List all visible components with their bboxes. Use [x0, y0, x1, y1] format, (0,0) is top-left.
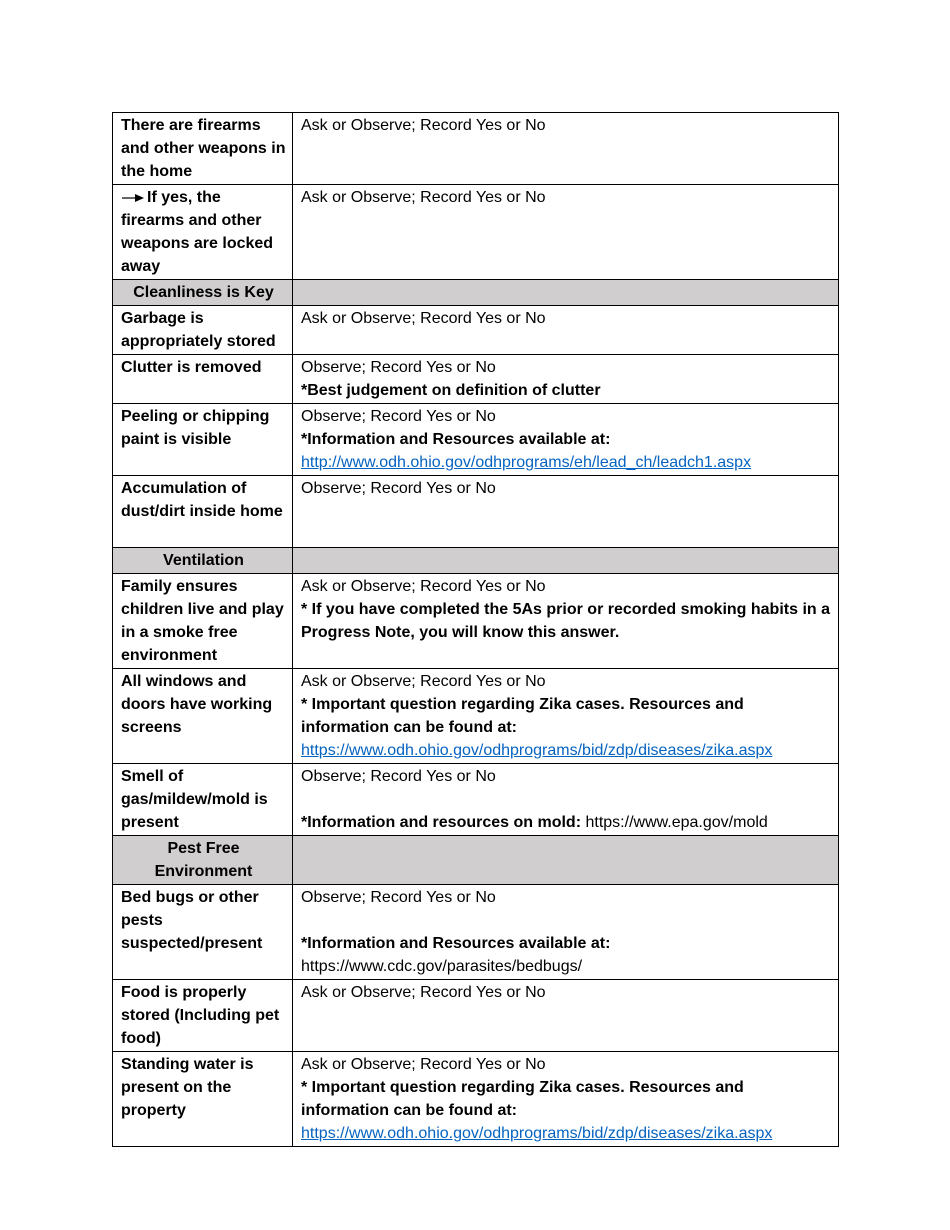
item-instruction: Observe; Record Yes or No [301, 480, 496, 497]
item-instruction: Observe; Record Yes or No [301, 408, 496, 425]
item-instruction-cell [293, 355, 839, 404]
item-instruction: Observe; Record Yes or No [301, 889, 496, 906]
item-note: * Important question regarding Zika cases. Resources and information can be found at: [301, 1079, 744, 1119]
item-label [113, 476, 293, 548]
item-label [113, 355, 293, 404]
item-label-text: There are firearms and other weapons in the home [121, 117, 286, 180]
table-row [113, 185, 839, 280]
item-instruction-cell [293, 1052, 839, 1147]
zika-resource-link[interactable]: https://www.odh.ohio.gov/odhprograms/bid/zdp/diseases/zika.aspx [301, 742, 773, 759]
section-header-empty [293, 548, 839, 574]
item-label-text: Bed bugs or other pests suspected/present [121, 889, 263, 952]
item-label [113, 113, 293, 185]
item-instruction: Ask or Observe; Record Yes or No [301, 310, 546, 327]
section-header: Ventilation [113, 548, 293, 574]
item-label-text: If yes, the firearms and other weapons are locked away [121, 189, 274, 275]
item-note: *Information and resources on mold: [301, 814, 582, 831]
item-instruction-cell [293, 113, 839, 185]
arrow-right-icon [121, 193, 145, 203]
item-instruction-cell [293, 885, 839, 980]
table-row [113, 1052, 839, 1147]
item-instruction-cell [293, 404, 839, 476]
item-label-text: Accumulation of dust/dirt inside home [121, 480, 283, 520]
table-row [113, 669, 839, 764]
lead-resource-link[interactable]: http://www.odh.ohio.gov/odhprograms/eh/lead_ch/leadch1.aspx [301, 454, 752, 471]
section-header-empty [293, 280, 839, 306]
item-instruction-cell [293, 185, 839, 280]
table-row [113, 980, 839, 1052]
section-header-empty [293, 836, 839, 885]
item-instruction: Observe; Record Yes or No [301, 768, 496, 785]
table-row [113, 764, 839, 836]
table-row [113, 885, 839, 980]
section-header-row [113, 836, 839, 885]
item-note: * If you have completed the 5As prior or recorded smoking habits in a Progress Note, you will know this answer. [301, 601, 831, 641]
item-label-text: Garbage is appropriately stored [121, 310, 276, 350]
item-label [113, 574, 293, 669]
table-row [113, 404, 839, 476]
item-instruction: Ask or Observe; Record Yes or No [301, 1056, 546, 1073]
home-safety-checklist [112, 112, 838, 1147]
item-label [113, 1052, 293, 1147]
item-label-text: Food is properly stored (Including pet food) [121, 984, 280, 1047]
item-label [113, 764, 293, 836]
item-note: *Best judgement on definition of clutter [301, 382, 601, 399]
item-instruction: Ask or Observe; Record Yes or No [301, 117, 546, 134]
item-instruction: Ask or Observe; Record Yes or No [301, 189, 546, 206]
item-instruction-cell [293, 669, 839, 764]
item-label [113, 669, 293, 764]
section-header: Pest Free Environment [113, 836, 293, 885]
item-note: * Important question regarding Zika cases. Resources and information can be found at: [301, 696, 744, 736]
item-instruction-cell [293, 764, 839, 836]
item-note: *Information and Resources available at: [301, 431, 611, 448]
item-label [113, 185, 293, 280]
item-instruction-cell [293, 574, 839, 669]
item-label [113, 306, 293, 355]
item-label [113, 980, 293, 1052]
mold-resource-url: https://www.epa.gov/mold [585, 814, 768, 831]
table-row [113, 476, 839, 548]
item-label [113, 885, 293, 980]
item-instruction-cell [293, 980, 839, 1052]
item-instruction-cell [293, 476, 839, 548]
item-label-text: Family ensures children live and play in a smoke free environment [121, 578, 284, 664]
item-instruction: Ask or Observe; Record Yes or No [301, 673, 546, 690]
item-label-text: Clutter is removed [121, 359, 262, 376]
zika-resource-link[interactable]: https://www.odh.ohio.gov/odhprograms/bid/zdp/diseases/zika.aspx [301, 1125, 773, 1142]
item-instruction: Observe; Record Yes or No [301, 359, 496, 376]
item-label-text: Peeling or chipping paint is visible [121, 408, 270, 448]
item-label [113, 404, 293, 476]
section-header-row [113, 548, 839, 574]
item-label-text: Smell of gas/mildew/mold is present [121, 768, 268, 831]
item-instruction: Ask or Observe; Record Yes or No [301, 578, 546, 595]
table-row [113, 306, 839, 355]
bedbugs-resource-url: https://www.cdc.gov/parasites/bedbugs/ [301, 958, 583, 975]
section-header: Cleanliness is Key [113, 280, 293, 306]
item-instruction: Ask or Observe; Record Yes or No [301, 984, 546, 1001]
section-header-row [113, 280, 839, 306]
table-row [113, 355, 839, 404]
table-row [113, 574, 839, 669]
item-note: *Information and Resources available at: [301, 935, 611, 952]
item-label-text: All windows and doors have working screens [121, 673, 273, 736]
item-label-text: Standing water is present on the property [121, 1056, 254, 1119]
table-row [113, 113, 839, 185]
checklist-table [112, 112, 839, 1147]
item-instruction-cell [293, 306, 839, 355]
